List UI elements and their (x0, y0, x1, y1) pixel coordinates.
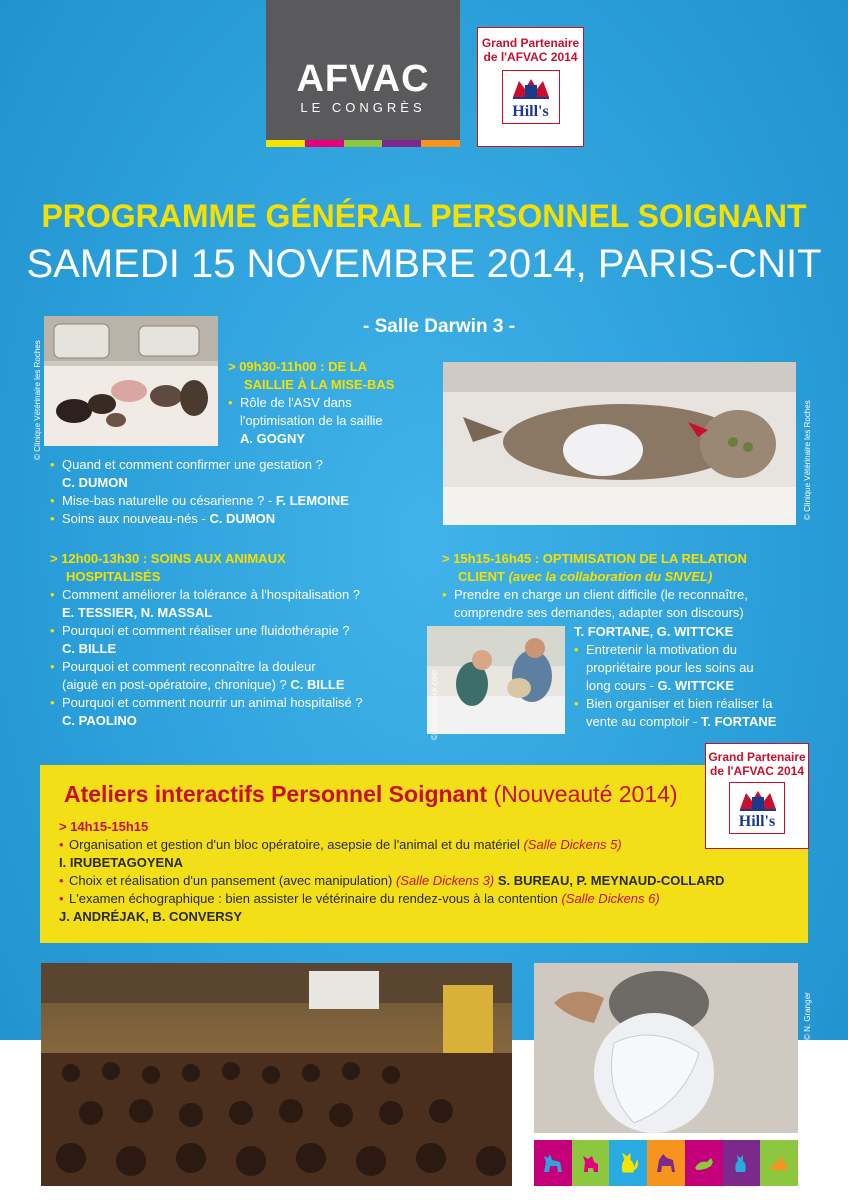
session-3-note: (avec la collaboration du SNVEL) (508, 569, 713, 584)
item-author: F. LEMOINE (275, 493, 349, 508)
session-1-item (228, 394, 438, 430)
item-text: • Prendre en charge un client difficile (le reconnaître, (454, 587, 748, 602)
item-text: propriétaire pour les soins au (586, 660, 754, 675)
session-1-item (50, 510, 430, 528)
photo-puppies (44, 316, 218, 446)
animal-icon-strip (534, 1140, 798, 1186)
horse-icon (647, 1140, 685, 1186)
item-text: comprendre ses demandes, adapter son discours) (454, 605, 744, 620)
item-author: G. WITTCKE (657, 678, 735, 693)
session-2-item: • Pourquoi et comment nourrir un animal hospitalisé ? (50, 694, 430, 712)
ateliers-item (59, 890, 779, 908)
session-2 (50, 550, 430, 730)
logo-color-stripes (266, 140, 460, 147)
item-text: vente au comptoir - (586, 714, 701, 729)
program-date: SAMEDI 15 NOVEMBRE 2014, PARIS-CNIT (26, 242, 822, 286)
item-text: • Rôle de l'ASV dans (240, 395, 352, 410)
item-text: • Entretenir la motivation du (586, 642, 738, 657)
partner-badge-top (477, 27, 584, 147)
hills-logo (502, 70, 560, 124)
partner-line2: de l'AFVAC 2014 (483, 50, 578, 64)
session-2-item: • Pourquoi et comment réaliser une fluidothérapie ? (50, 622, 430, 640)
session-3-list (574, 623, 814, 731)
session-1-item: • Quand et comment confirmer une gestation ? (50, 456, 430, 474)
program-title: PROGRAMME GÉNÉRAL PERSONNEL SOIGNANT (41, 198, 807, 234)
item-author: S. BUREAU, P. MEYNAUD-COLLARD (494, 873, 725, 888)
session-3 (442, 550, 812, 622)
session-2-title: HOSPITALISÉS (66, 569, 161, 584)
ateliers-body (59, 818, 779, 926)
hills-mark-icon (509, 75, 553, 101)
item-text: • Pourquoi et comment reconnaître la douleur (62, 659, 316, 674)
item-author: C. DUMON (209, 511, 276, 526)
ateliers-item (59, 836, 779, 854)
session-3-time: > 15h15-16h45 : OPTIMISATION DE LA RELATION (442, 551, 747, 566)
session-3-title-text: CLIENT (458, 569, 505, 584)
item-text: Organisation et gestion d'un bloc opératoire, asepsie de l'animal et du matériel (69, 837, 524, 852)
session-1-author: C. DUMON (62, 475, 128, 490)
puppy-icon (572, 1140, 610, 1186)
hills-word: Hill's (512, 103, 549, 120)
room-label: - Salle Darwin 3 - (362, 316, 516, 337)
session-1-title: SAILLIE À LA MISE-BAS (244, 377, 395, 392)
ateliers-author: J. ANDRÉJAK, B. CONVERSY (59, 909, 242, 924)
photo-cat (443, 362, 796, 525)
session-1-list (50, 456, 430, 528)
partner-line2: de l'AFVAC 2014 (710, 764, 804, 778)
logo-title: AFVAC (296, 58, 430, 100)
item-room: (Salle Dickens 5) (523, 837, 622, 852)
item-text: Mise-bas naturelle ou césarienne ? - (62, 493, 276, 508)
item-text: L'examen échographique : bien assister le vétérinaire du rendez-vous à la contention (69, 891, 562, 906)
cat-icon (609, 1140, 647, 1186)
photo-bandaged-dog (534, 963, 798, 1133)
session-3-item (574, 641, 814, 695)
session-2-item (50, 658, 430, 694)
session-3-title (442, 568, 812, 586)
item-text: Choix et réalisation d'un pansement (avec manipulation) (69, 873, 396, 888)
session-1-item (50, 492, 430, 510)
session-1-author: A. GOGNY (240, 431, 306, 446)
partner-line1: Grand Partenaire (708, 750, 806, 764)
ateliers-time: > 14h15-15h15 (59, 819, 149, 834)
ateliers-item (59, 872, 779, 890)
ateliers-title-note: (Nouveauté 2014) (493, 781, 678, 807)
logo-subtitle: LE CONGRÈS (300, 100, 426, 115)
ateliers-title (64, 781, 678, 808)
credit-photo4: © N. Granger (803, 992, 812, 1040)
partner-line1: Grand Partenaire (481, 36, 580, 50)
session-1-header (228, 358, 438, 448)
ateliers-title-text: Ateliers interactifs Personnel Soignant (64, 781, 488, 807)
partner-badge-ateliers (705, 743, 809, 849)
session-3-author: T. FORTANE, G. WITTCKE (574, 624, 734, 639)
hills-mark-icon (736, 787, 780, 813)
session-2-time: > 12h00-13h30 : SOINS AUX ANIMAUX (50, 551, 286, 566)
credit-photo1: © Clinique Vétérinaire les Roches (33, 340, 42, 460)
photo-reception (427, 626, 565, 734)
item-text: Soins aux nouveau-nés - (62, 511, 210, 526)
afvac-logo (266, 0, 460, 140)
item-room: (Salle Dickens 6) (561, 891, 660, 906)
item-text: l'optimisation de la saillie (240, 413, 383, 428)
rabbit-icon (760, 1140, 798, 1186)
credit-photo3: © Shutterstock.com (430, 670, 439, 740)
credit-photo2: © Clinique Vétérinaire les Roches (803, 400, 812, 520)
session-1-time: > 09h30-11h00 : DE LA (228, 359, 368, 374)
session-2-author: C. PAOLINO (62, 713, 137, 728)
item-text: (aiguë en post-opératoire, chronique) ? (62, 677, 291, 692)
item-author: T. FORTANE (700, 714, 777, 729)
ateliers-author: I. IRUBETAGOYENA (59, 855, 183, 870)
session-2-author: C. BILLE (62, 641, 117, 656)
item-author: C. BILLE (290, 677, 345, 692)
kitten-icon (723, 1140, 761, 1186)
hills-word: Hill's (738, 813, 776, 830)
ferret-icon (685, 1140, 723, 1186)
dog-icon (534, 1140, 572, 1186)
item-room: (Salle Dickens 3) (395, 873, 495, 888)
hills-logo (729, 782, 785, 834)
item-text: long cours - (586, 678, 658, 693)
item-text: • Bien organiser et bien réaliser la (586, 696, 773, 711)
session-2-item: • Comment améliorer la tolérance à l'hospitalisation ? (50, 586, 430, 604)
photo-conference (41, 963, 512, 1186)
session-3-item (442, 586, 812, 622)
session-3-item (574, 695, 814, 731)
ateliers-panel (40, 765, 808, 943)
session-2-author: E. TESSIER, N. MASSAL (62, 605, 213, 620)
